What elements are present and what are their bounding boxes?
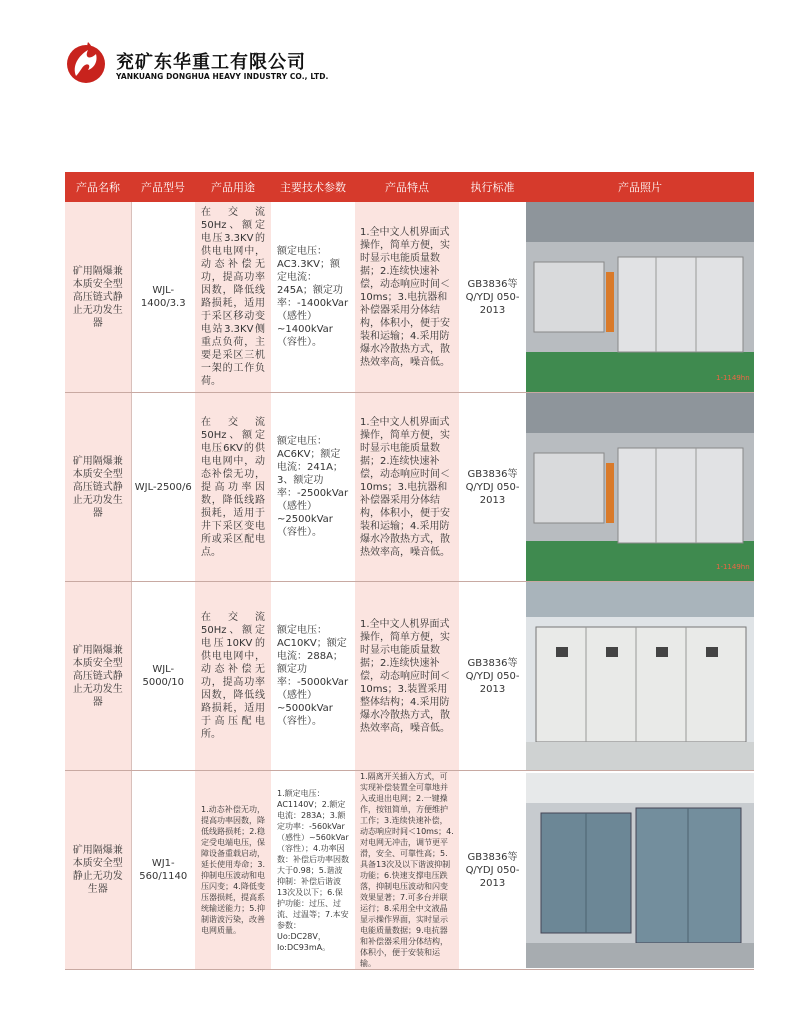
product-standard: GB3836等Q/YDJ 050-2013	[459, 393, 526, 582]
product-photo	[526, 771, 754, 970]
product-model: WJL-2500/6	[131, 393, 195, 582]
product-model: WJL-5000/10	[131, 582, 195, 771]
product-model: WJL-1400/3.3	[131, 202, 195, 393]
product-params: 额定电压：AC6KV；额定电流：241A；3、额定功率：-2500kVar（感性）~2500kVar（容性）。	[271, 393, 355, 582]
product-table	[65, 172, 754, 970]
company-name-en: YANKUANG DONGHUA HEAVY INDUSTRY CO., LTD.	[116, 72, 329, 81]
header-photo: 产品照片	[526, 172, 754, 202]
table-row	[65, 393, 754, 582]
product-params: 额定电压：AC10KV；额定电流：288A；额定功率：-5000kVar（感性）~5000kVar（容性）。	[271, 582, 355, 771]
product-name: 矿用隔爆兼本质安全型高压链式静止无功发生器	[65, 202, 131, 393]
header-model: 产品型号	[131, 172, 195, 202]
product-usage: 在交流50Hz、额定电压10KV的供电电网中，动态补偿无功，提高功率因数，降低线路损耗，适用于高压配电所。	[195, 582, 271, 771]
equipment-photo	[526, 582, 754, 770]
table-row	[65, 582, 754, 771]
product-photo	[526, 582, 754, 771]
product-features: 1.全中文人机界面式操作，简单方便，实时显示电能质量数据；2.连续快速补偿，动态响应时间＜10ms；3.电抗器和补偿器采用分体结构，体积小，便于安装和运输；4.采用防爆水冷散热方式，散热效率高，噪音低。	[355, 393, 459, 582]
product-model: WJ1-560/1140	[131, 771, 195, 970]
flame-logo-icon	[62, 38, 110, 86]
equipment-photo	[526, 773, 754, 968]
product-params: 额定电压：AC3.3KV；额定电流：245A；额定功率：-1400kVar（感性）~1400kVar（容性）。	[271, 202, 355, 393]
product-standard: GB3836等Q/YDJ 050-2013	[459, 771, 526, 970]
product-params: 1.额定电压：AC1140V；2.额定电流：283A；3.额定功率：-560kVar（感性）~560kVar（容性）；4.功率因数：补偿后功率因数大于0.98；5.谐波抑制：补偿后谐波13次及以下；6.保护功能：过压、过流、过温等；7.本安参数：Uo:DC28V，Io:DC93mA。	[271, 771, 355, 970]
product-usage: 1.动态补偿无功，提高功率因数，降低线路损耗；2.稳定受电端电压，保障设备重载启动，延长使用寿命；3.抑制电压波动和电压闪变；4.降低变压器损耗，提高系统输送能力；5.抑制谐波污染，改善电网质量。	[195, 771, 271, 970]
product-features: 1.全中文人机界面式操作，简单方便，实时显示电能质量数据；2.连续快速补偿，动态响应时间＜10ms；3.装置采用整体结构；4.采用防爆水冷散热方式，散热效率高，噪音低。	[355, 582, 459, 771]
header-usage: 产品用途	[195, 172, 271, 202]
product-photo	[526, 202, 754, 393]
header-name: 产品名称	[65, 172, 131, 202]
table-row	[65, 202, 754, 393]
product-standard: GB3836等Q/YDJ 050-2013	[459, 202, 526, 393]
equipment-photo	[526, 202, 754, 392]
equipment-photo	[526, 393, 754, 581]
product-usage: 在交流50Hz、额定电压3.3KV的供电电网中，动态补偿无功，提高功率因数，降低线路损耗，适用于采区移动变电站3.3KV侧重点负荷，主要是采区三机一架的工作负荷。	[195, 202, 271, 393]
header-features: 产品特点	[355, 172, 459, 202]
product-name: 矿用隔爆兼本质安全型高压链式静止无功发生器	[65, 582, 131, 771]
product-photo	[526, 393, 754, 582]
product-name: 矿用隔爆兼本质安全型高压链式静止无功发生器	[65, 393, 131, 582]
product-usage: 在交流50Hz、额定电压6KV的供电电网中，动态补偿无功，提高功率因数，降低线路损耗，适用于井下采区变电所或采区配电点。	[195, 393, 271, 582]
product-features: 1.全中文人机界面式操作，简单方便，实时显示电能质量数据；2.连续快速补偿，动态响应时间＜10ms；3.电抗器和补偿器采用分体结构，体积小，便于安装和运输；4.采用防爆水冷散热方式，散热效率高，噪音低。	[355, 202, 459, 393]
table-row	[65, 771, 754, 970]
company-logo	[62, 38, 329, 98]
product-standard: GB3836等Q/YDJ 050-2013	[459, 582, 526, 771]
photo-stamp: 1-1149hn	[716, 563, 750, 571]
header-params: 主要技术参数	[271, 172, 355, 202]
header-standard: 执行标准	[459, 172, 526, 202]
company-name-cn: 兖矿东华重工有限公司	[116, 52, 306, 73]
product-name: 矿用隔爆兼本质安全型静止无功发生器	[65, 771, 131, 970]
photo-stamp: 1-1149hn	[716, 374, 750, 382]
table-header	[65, 172, 754, 202]
product-features: 1.隔离开关插入方式，可实现补偿装置全可靠地并入或退出电网；2.一键操作，按钮简单，方便维护工作；3.连续快速补偿，动态响应时间＜10ms；4.对电网无冲击，调节更平滑，安全、可靠性高；5.具备13次及以下谐波抑制功能；6.快速支撑电压跌落，抑制电压波动和闪变效果显著；7.可多台并联运行；8.采用全中文液晶显示操作界面，实时显示电能质量数据；9.电抗器和补偿器采用分体结构，体积小，便于安装和运输。	[355, 771, 459, 970]
